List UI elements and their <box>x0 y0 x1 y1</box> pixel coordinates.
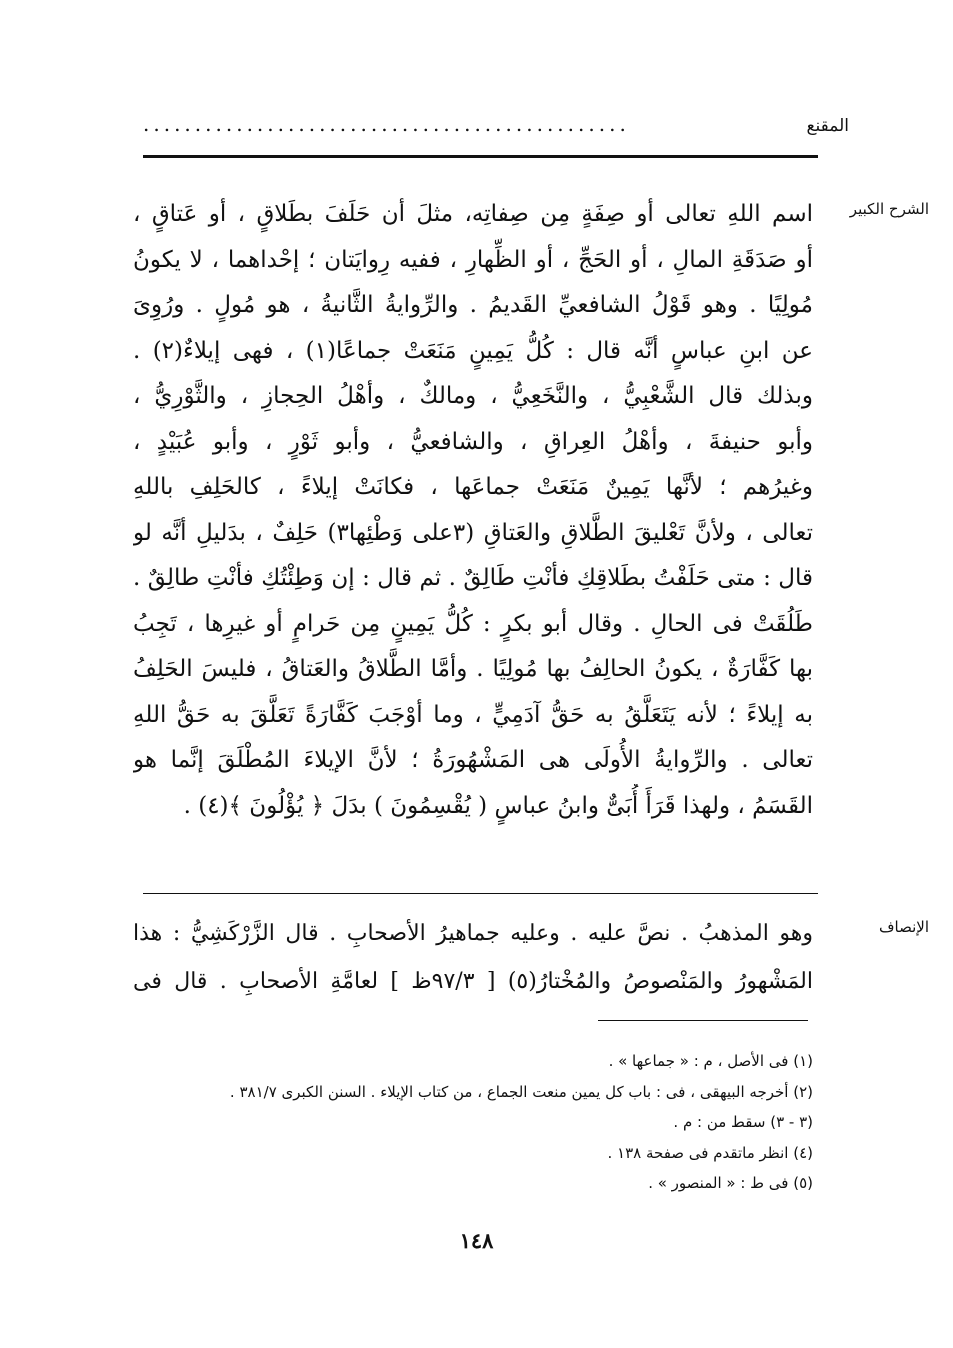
body-line: وأبو حنيفةَ ، وأهْلُ العِراقِ ، والشافعيُّ ، وأبو ثَوْرٍ ، وأبو عُبَيْدٍ ، <box>133 428 813 455</box>
body-line: قال : متى حَلَفْتُ بطَلاقِكِ فأنْتِ طَالِقٌ . ثم قال : إن وَطِئْتُكِ فأنْتِ طالِقٌ . <box>133 565 813 591</box>
footnote: (٣ - ٣) سقط من : م . <box>673 1113 813 1131</box>
margin-label-sharh: الشرح الكبير <box>849 200 929 218</box>
body-line: اسم اللهِ تعالى أو صِفَةٍ مِن صِفاتِه، مثلَ أن حَلَفَ بطَلاقٍ ، أو عَتاقٍ ، <box>133 201 813 227</box>
sharh-body-text <box>133 192 813 829</box>
insaf-line: وهو المذهبُ . نصَّ عليه . وعليه جماهيرُ الأصحابِ . قال الزَّرْكَشِيُّ : هذا <box>133 921 813 946</box>
footnote: (٢) أخرجه البيهقى ، فى : باب كل يمين منعت الجماع ، من كتاب الإيلاء . السنن الكبرى ٣٨١/٧ . <box>229 1082 813 1101</box>
body-line: القَسَمُ ، ولهذا قَرَأَ أُبَىٌّ وابنُ عباسٍ ( يُقْسِمُونَ ) بدَلَ ﴿ يُؤْلُونَ ﴾(٤) . <box>183 792 813 819</box>
body-line: تعالى . والرِّوايةُ الأُولَى هى المَشْهُورَةُ ؛ لأنَّ الإيلاءَ المُطْلَقَ إنَّما هو <box>133 747 813 773</box>
body-line: وبذلك قال الشَّعْبِيُّ ، والنَّخَعِيُّ ، ومالكٌ ، وأهْلُ الحِجازِ ، والثَّوْرِيُّ ، <box>133 383 813 409</box>
running-header-title: المقنع <box>806 116 849 136</box>
insaf-body-text <box>133 910 813 1006</box>
body-line: عن ابنِ عباسٍ أنَّه قال : كُلُّ يَمِينٍ مَنَعَتْ جماعًا(١) ، فهى إيلاءٌ(٢) . <box>133 337 813 364</box>
insaf-line: المَشْهورُ والمَنْصوصُ والمُخْتارُ(٥) [ ٩٧/٣ظ ] لعامَّةِ الأصحابِ . قال فى <box>133 969 813 994</box>
footnote: (٤) انظر ماتقدم فى صفحة ١٣٨ . <box>607 1143 813 1162</box>
body-line: به إيلاءً ؛ لأنه يَتَعَلَّقُ به حَقُّ آدَمِيٍّ ، وما أوْجَبَ كَفَّارَةً تَعَلَّقَ به حَقُّ اللهِ <box>133 701 813 728</box>
body-line: مُولِيًا . وهو قَوْلُ الشافعيِّ القَديمُ . والرِّوايةُ الثَّانيةُ ، هو مُولٍ . ورُوِىَ <box>133 292 813 318</box>
footnote-rule <box>598 1020 808 1021</box>
body-line: أو صَدَقَةِ المالِ ، أو الحَجِّ ، أو الظِّهارِ ، ففيه رِوايَتان ؛ إحْداهما ، لا يكونُ <box>133 246 813 273</box>
section-divider <box>143 893 818 894</box>
header-rule <box>143 155 818 158</box>
body-line: تعالى ، ولأنَّ تَعْليقَ الطَّلاقِ والعَتاقِ (٣على وَطْئِها٣) حَلِفٌ ، بدَليلِ أنَّه لو <box>133 519 813 546</box>
page-number: ١٤٨ <box>459 1228 494 1253</box>
body-line: بها كَفَّارَةٌ ، يكونُ الحالِفُ بها مُولِيًا . وأمَّا الطَّلاقُ والعَتاقُ ، فليسَ الحَلِفُ <box>133 656 813 682</box>
footnote: (١) فى الأصل ، م : « جماعها » . <box>608 1052 813 1070</box>
footnotes <box>123 1046 813 1199</box>
body-line: طَلُقَتْ فى الحالِ . وقال أبو بكرٍ : كُلُّ يَمِينٍ مِن حَرامٍ أو غيرِها ، تَجِبُ <box>133 610 813 637</box>
margin-label-insaf: الإنصاف <box>878 918 929 936</box>
body-line: وغيرُهم ؛ لأنَّها يَمِينٌ مَنَعَتْ جماعَها ، فكانَتْ إيلاءً ، كالحَلِفِ باللهِ <box>133 474 813 500</box>
header-dotted-leader: ............................................... <box>143 112 630 136</box>
footnote: (٥) فى ط : « المنصور » . <box>648 1174 813 1192</box>
